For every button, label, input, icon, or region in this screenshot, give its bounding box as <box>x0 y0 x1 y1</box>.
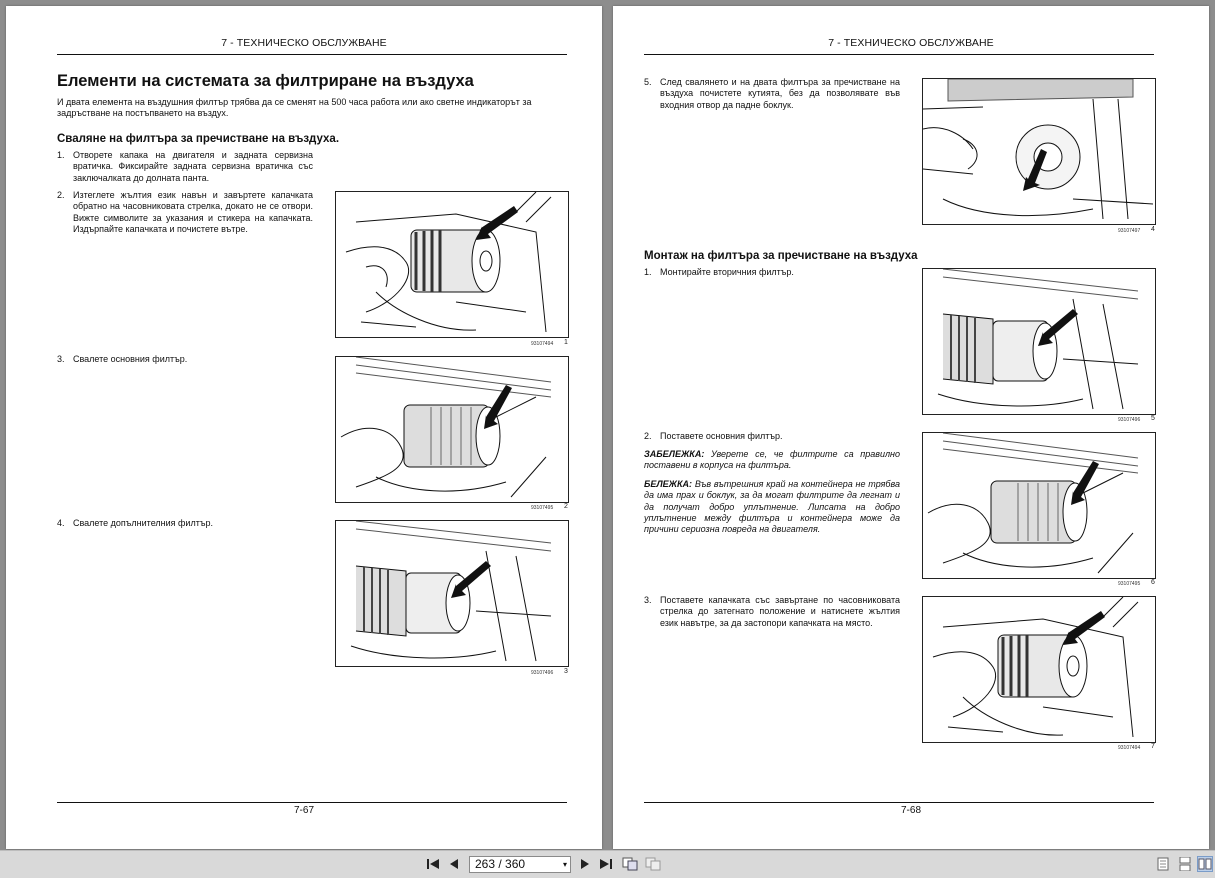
next-page-icon[interactable] <box>577 856 593 872</box>
step-item <box>644 431 900 442</box>
engine-illustration <box>922 268 1156 415</box>
engine-illustration <box>922 596 1156 743</box>
note-paragraph <box>644 449 900 472</box>
engine-illustration <box>922 78 1156 225</box>
step-item <box>644 267 900 278</box>
engine-illustration <box>922 432 1156 579</box>
running-head: 7 - ТЕХНИЧЕСКО ОБСЛУЖВАНЕ <box>221 37 387 49</box>
step-text: Монтирайте вторичния филтър. <box>660 267 794 277</box>
step-number: 3. <box>644 595 652 605</box>
header-rule <box>57 54 567 55</box>
step-item <box>644 77 900 111</box>
note-paragraph <box>644 479 900 535</box>
note-text: Уверете се, че филтрите са правилно поставени в корпуса на филтъра. <box>644 449 900 471</box>
figure-id: 93107495 <box>531 505 554 511</box>
prev-page-icon[interactable] <box>446 856 462 872</box>
running-head: 7 - ТЕХНИЧЕСКО ОБСЛУЖВАНЕ <box>828 37 994 49</box>
step-item <box>57 518 313 529</box>
primary-filter-illustration <box>336 357 568 502</box>
section-title: Елементи на системата за филтриране на въздуха <box>57 72 474 90</box>
chevron-down-icon[interactable]: ▾ <box>562 860 567 869</box>
step-number: 2. <box>644 431 652 441</box>
single-page-view-icon[interactable] <box>1155 856 1171 872</box>
figure-number: 6 <box>1151 579 1155 586</box>
last-page-icon[interactable] <box>598 856 614 872</box>
figure-id: 93107496 <box>531 670 554 676</box>
engine-illustration <box>335 520 569 667</box>
figure-number: 3 <box>564 668 568 675</box>
figure-id: 93107496 <box>1118 417 1141 423</box>
step-text: Изтеглете жълтия език навън и завъртете капачката обратно на часовниковата стрелка, докато не се отвори. Вижте символите за указания и стикера на капачката. Издърпайте капачката и почистете вътре. <box>73 190 313 234</box>
step-item <box>57 190 313 235</box>
header-rule <box>644 54 1154 55</box>
step-text: Отворете капака на двигателя и задната сервизна вратичка. Фиксирайте задната сервизна вратичка със заключалката до долната панта. <box>73 150 313 183</box>
step-text: Свалете допълнителния филтър. <box>73 518 213 528</box>
step-number: 4. <box>57 518 65 528</box>
air-filter-cap-illustration <box>336 192 568 337</box>
first-page-icon[interactable] <box>425 856 441 872</box>
secondary-filter-install-illustration <box>923 269 1155 414</box>
page-indicator: 263 / 360 <box>475 857 526 871</box>
figure-number: 1 <box>564 339 568 346</box>
install-subtitle: Монтаж на филтъра за пречистване на въздуха <box>644 250 918 262</box>
step-item <box>57 354 313 365</box>
note-text: Във вътрешния край на контейнера не трябва да има прах и боклук, за да могат филтрите да легнат и да получат добро уплътнение. Липсата на добро уплътнение между филтъра и контейнера може да причини сериозна повреда на двигателя. <box>644 479 900 535</box>
figure-number: 5 <box>1151 415 1155 422</box>
step-text: Свалете основния филтър. <box>73 354 188 364</box>
removal-subtitle: Сваляне на филтъра за пречистване на въздуха. <box>57 133 340 145</box>
step-item <box>644 595 900 629</box>
step-number: 5. <box>644 77 652 87</box>
filter-housing-illustration <box>923 79 1155 224</box>
note-label: БЕЛЕЖКА: <box>644 479 693 489</box>
step-item <box>57 150 313 184</box>
note-label: ЗАБЕЛЕЖКА: <box>644 449 705 459</box>
fit-width-icon[interactable] <box>645 856 661 872</box>
fit-page-icon[interactable] <box>622 856 638 872</box>
step-text: След свалянето и на двата филтъра за пречистване на въздуха почистете кутията, без да позволявате във входния отвор да падне боклук. <box>660 77 900 110</box>
viewer-toolbar <box>0 850 1215 878</box>
figure-id: 93107494 <box>1118 745 1141 751</box>
continuous-view-icon[interactable] <box>1177 856 1193 872</box>
step-number: 2. <box>57 190 65 200</box>
footer-rule <box>57 802 567 803</box>
figure-id: 93107495 <box>1118 581 1141 587</box>
page-number: 7-68 <box>900 805 921 816</box>
engine-illustration <box>335 356 569 503</box>
left-page <box>6 6 602 849</box>
page-number-input[interactable] <box>469 856 571 873</box>
figure-number: 7 <box>1151 743 1155 750</box>
right-page <box>613 6 1209 849</box>
cap-install-illustration <box>923 597 1155 742</box>
figure-number: 4 <box>1151 226 1155 233</box>
secondary-filter-illustration <box>336 521 568 666</box>
intro-paragraph: И двата елемента на въздушния филтър трябва да се сменят на 500 часа работа или ако светне индикаторът за задръстване на постъпването на въздух. <box>57 97 532 119</box>
step-number: 1. <box>644 267 652 277</box>
figure-id: 93107497 <box>1118 228 1141 234</box>
step-number: 1. <box>57 150 65 160</box>
two-page-view-icon[interactable] <box>1197 856 1213 872</box>
figure-number: 2 <box>564 503 568 510</box>
step-text: Поставете капачката със завъртане по часовниковата стрелка до затегнато положение и натиснете жълтия език навътре, за да застопори капачката на място. <box>660 595 900 628</box>
page-number: 7-67 <box>293 805 314 816</box>
figure-id: 93107494 <box>531 341 554 347</box>
primary-filter-install-illustration <box>923 433 1155 578</box>
footer-rule <box>644 802 1154 803</box>
step-text: Поставете основния филтър. <box>660 431 783 441</box>
engine-illustration <box>335 191 569 338</box>
step-number: 3. <box>57 354 65 364</box>
